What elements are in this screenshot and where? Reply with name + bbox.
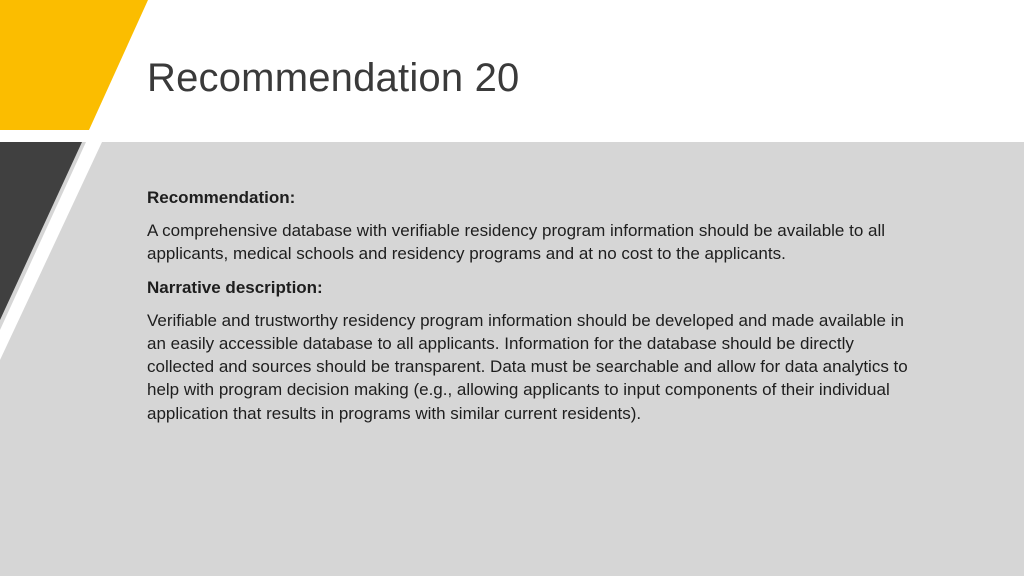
dark-accent-shape: [0, 142, 82, 320]
slide-body: [147, 186, 917, 435]
narrative-heading: Narrative description:: [147, 277, 323, 297]
recommendation-text: A comprehensive database with verifiable residency program information should be available to all applicants, medical schools and residency programs and at no cost to the applicants.: [147, 221, 886, 264]
yellow-accent-shape: [0, 0, 148, 130]
slide-title: Recommendation 20: [147, 56, 520, 100]
recommendation-heading: Recommendation:: [147, 188, 296, 207]
narrative-text: Verifiable and trustworthy residency program information should be developed and made available in an easily accessible database to all applicants. Information for the database should be directly collected and sources should be transparent. Data must be searchable and allow for data analytics to help with program decision making (e.g., allowing applicants to input components of their individual application that results in programs with similar current residents).: [147, 310, 908, 423]
